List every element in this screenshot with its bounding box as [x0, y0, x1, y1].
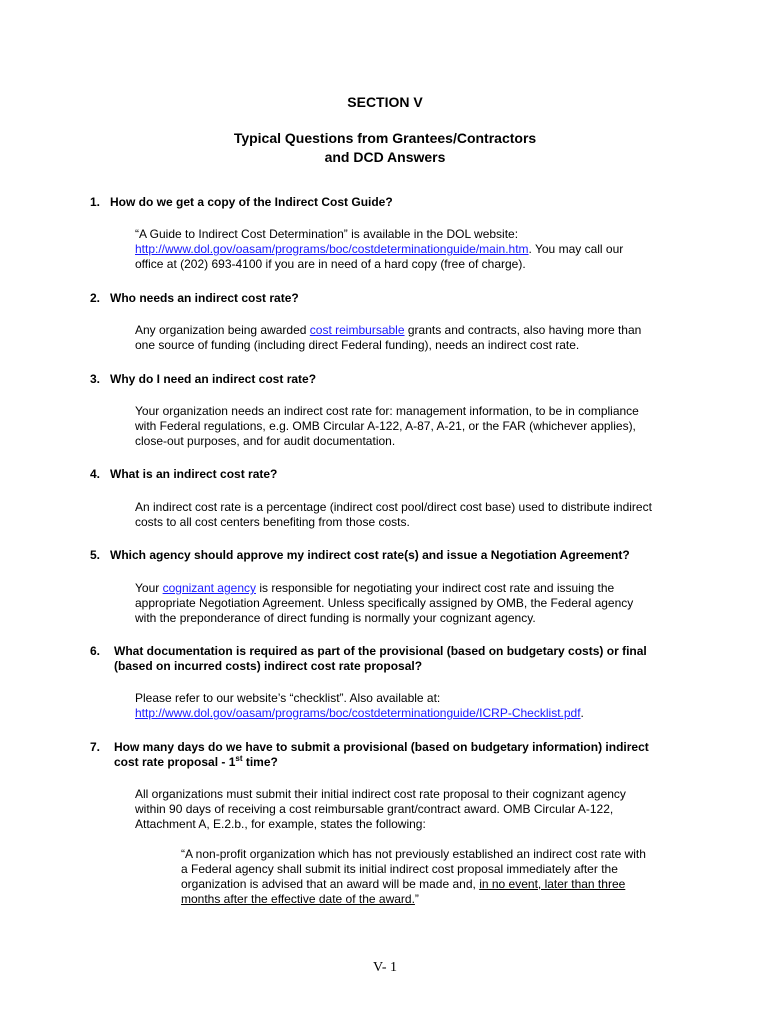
answer-3 [135, 404, 695, 449]
answer-1 [135, 227, 695, 272]
answer-line: Your organization needs an indirect cost rate for: management information, to be in compliance [135, 404, 639, 418]
answer-6 [135, 691, 695, 721]
answer-line: Any organization being awarded cost reimbursable grants and contracts, also having more than [135, 323, 642, 337]
answer-line: An indirect cost rate is a percentage (indirect cost pool/direct cost base) used to distribute indirect [135, 500, 652, 514]
answer-line: http://www.dol.gov/oasam/programs/boc/costdeterminationguide/main.htm. You may call our [135, 242, 624, 256]
answer-line: costs to all cost centers benefiting from those costs. [135, 515, 410, 529]
answer-line: Attachment A, E.2.b., for example, states the following: [135, 817, 426, 831]
answer-line: Your cognizant agency is responsible for negotiating your indirect cost rate and issuing the [135, 581, 615, 595]
answer-line: http://www.dol.gov/oasam/programs/boc/costdeterminationguide/ICRP-Checklist.pdf. [135, 706, 584, 720]
answer-line: one source of funding (including direct Federal funding), needs an indirect cost rate. [135, 338, 580, 352]
answer-line: office at (202) 693-4100 if you are in need of a hard copy (free of charge). [135, 257, 526, 271]
question-text: What documentation is required as part of the provisional (based on budgetary costs) or final [114, 644, 647, 658]
quote-line: months after the effective date of the award.” [181, 892, 419, 906]
answer-4 [135, 500, 695, 530]
answer-line: All organizations must submit their initial indirect cost rate proposal to their cognizant agency [135, 787, 626, 801]
question-number: 6. [90, 644, 101, 658]
answer-line: with Federal regulations, e.g. OMB Circular A-122, A-87, A-21, or the FAR (whichever applies), [135, 419, 636, 433]
cost-guide-link[interactable]: http://www.dol.gov/oasam/programs/boc/costdeterminationguide/main.htm [135, 242, 529, 256]
question-3 [90, 372, 690, 387]
title-line-2: and DCD Answers [324, 149, 446, 165]
omb-quote [181, 847, 681, 907]
question-text: Which agency should approve my indirect cost rate(s) and issue a Negotiation Agreement? [110, 548, 630, 562]
answer-line: appropriate Negotiation Agreement. Unless specifically assigned by OMB, the Federal agency [135, 596, 634, 610]
answer-line: Please refer to our website’s “checklist”. Also available at: [135, 691, 441, 705]
question-number: 7. [90, 740, 101, 754]
section-heading: SECTION V [347, 94, 423, 110]
title-line-1: Typical Questions from Grantees/Contractors [233, 130, 537, 146]
cognizant-agency-link[interactable]: cognizant agency [162, 581, 256, 595]
question-5 [90, 548, 690, 563]
question-line: (based on incurred costs) indirect cost rate proposal? [114, 659, 423, 673]
question-line [90, 740, 690, 755]
question-number: 3. [90, 372, 101, 386]
quote-line: organization is advised that an award will be made and, in no event, later than three [181, 877, 626, 891]
answer-line: close-out purposes, and for audit documentation. [135, 434, 396, 448]
question-text: What is an indirect cost rate? [110, 467, 278, 481]
question-1 [90, 195, 690, 210]
question-number: 5. [90, 548, 101, 562]
quote-line: “A non-profit organization which has not previously established an indirect cost rate with [181, 847, 646, 861]
question-line [90, 644, 690, 659]
answer-line: with the preponderance of direct funding is normally your cognizant agency. [135, 611, 536, 625]
question-text: How do we get a copy of the Indirect Cost Guide? [110, 195, 393, 209]
question-text: Who needs an indirect cost rate? [110, 291, 299, 305]
checklist-link[interactable]: http://www.dol.gov/oasam/programs/boc/costdeterminationguide/ICRP-Checklist.pdf [135, 706, 581, 720]
page-number: V- 1 [373, 960, 397, 975]
cost-reimbursable-link[interactable]: cost reimbursable [309, 323, 405, 337]
answer-7 [135, 787, 695, 832]
answer-line: within 90 days of receiving a cost reimbursable grant/contract award. OMB Circular A-122, [135, 802, 614, 816]
answer-line: “A Guide to Indirect Cost Determination” is available in the DOL website: [135, 227, 519, 241]
answer-5 [135, 581, 695, 626]
question-4 [90, 467, 690, 482]
question-6 [90, 644, 690, 674]
question-7 [90, 740, 690, 770]
quote-line: a Federal agency shall submit its initial indirect cost proposal immediately after the [181, 862, 618, 876]
question-line: cost rate proposal - 1st time? [114, 754, 278, 769]
page-title [0, 129, 770, 167]
question-number: 4. [90, 467, 101, 481]
question-number: 1. [90, 195, 101, 209]
question-number: 2. [90, 291, 101, 305]
question-text: Why do I need an indirect cost rate? [110, 372, 317, 386]
question-2 [90, 291, 690, 306]
answer-2 [135, 323, 695, 353]
question-text: How many days do we have to submit a provisional (based on budgetary information) indirect [114, 740, 649, 754]
